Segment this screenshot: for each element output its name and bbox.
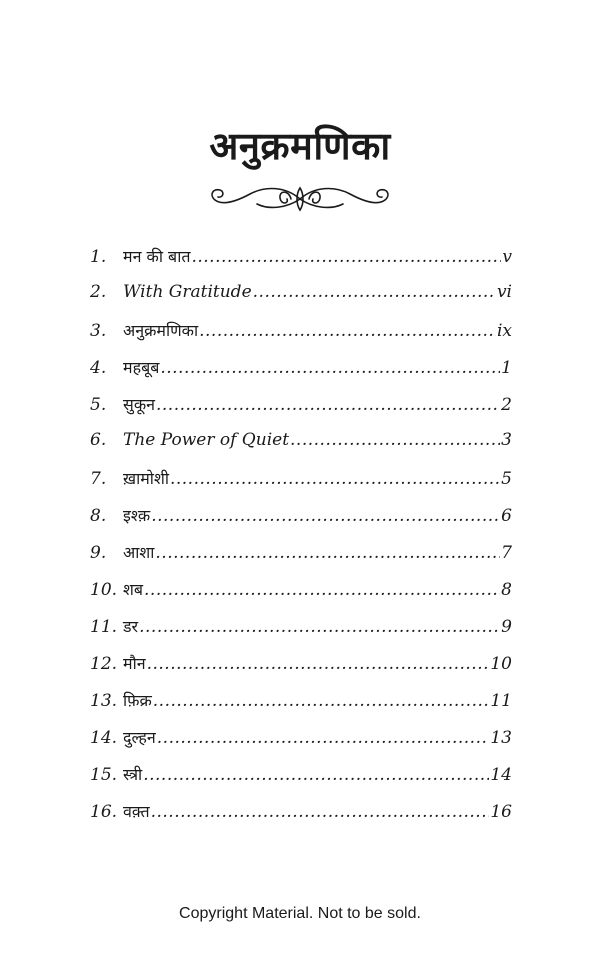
toc-entry xyxy=(90,245,512,282)
toc-entry-title: आशा xyxy=(123,543,155,562)
toc-entry xyxy=(90,282,512,319)
toc-entry-title: अनुक्रमणिका xyxy=(123,321,199,340)
dot-leader xyxy=(153,691,490,711)
toc-entry xyxy=(90,393,512,430)
toc-entry-title: With Gratitude xyxy=(123,282,252,302)
toc-entry-title: महबूब xyxy=(123,358,160,377)
toc-entry-page: v xyxy=(502,247,512,267)
toc-entry-page: 14 xyxy=(490,765,512,785)
dot-leader xyxy=(151,506,500,526)
toc-entry xyxy=(90,467,512,504)
toc-entry-page: 1 xyxy=(501,358,512,378)
dot-leader xyxy=(199,321,496,341)
toc-entry xyxy=(90,800,512,837)
copyright-notice: Copyright Material. Not to be sold. xyxy=(179,905,421,922)
toc-entry-number: 12. xyxy=(90,654,118,674)
dot-leader xyxy=(157,728,490,748)
toc-entry-page: vi xyxy=(496,282,512,302)
table-of-contents xyxy=(90,245,512,837)
toc-entry-number: 16. xyxy=(90,802,118,822)
toc-entry xyxy=(90,763,512,800)
dot-leader xyxy=(156,395,500,415)
toc-entry-page: 8 xyxy=(501,580,512,600)
toc-entry-title: The Power of Quiet xyxy=(123,430,290,450)
toc-entry-page: 9 xyxy=(501,617,512,637)
toc-entry xyxy=(90,726,512,763)
toc-entry xyxy=(90,689,512,726)
dot-leader xyxy=(170,469,500,489)
toc-entry-title: फ़िक्र xyxy=(123,691,152,710)
dot-leader xyxy=(143,765,489,785)
toc-entry xyxy=(90,652,512,689)
toc-entry-page: 7 xyxy=(501,543,512,563)
toc-entry-page: 6 xyxy=(501,506,512,526)
toc-entry xyxy=(90,356,512,393)
dot-leader xyxy=(144,580,500,600)
toc-entry-number: 2. xyxy=(90,282,107,302)
toc-entry-title: स्त्री xyxy=(123,765,143,784)
toc-entry-number: 15. xyxy=(90,765,118,785)
toc-entry-page: 13 xyxy=(490,728,512,748)
toc-entry-title: शब xyxy=(123,580,144,599)
toc-entry-number: 13. xyxy=(90,691,118,711)
toc-entry-number: 11. xyxy=(90,617,118,637)
toc-entry-page: ix xyxy=(496,321,512,341)
toc-entry-title: डर xyxy=(123,617,139,636)
page-title: अनुक्रमणिका xyxy=(209,124,391,168)
toc-entry xyxy=(90,541,512,578)
toc-entry-number: 4. xyxy=(90,358,107,378)
toc-entry-number: 9. xyxy=(90,543,107,563)
toc-entry-number: 7. xyxy=(90,469,107,489)
dot-leader xyxy=(151,802,490,822)
toc-entry-number: 1. xyxy=(90,247,107,267)
flourish-divider-icon xyxy=(205,180,395,218)
dot-leader xyxy=(253,282,496,302)
toc-entry-title: इश्क़ xyxy=(123,506,151,525)
toc-entry xyxy=(90,319,512,356)
dot-leader xyxy=(147,654,490,674)
toc-entry-number: 5. xyxy=(90,395,107,415)
toc-entry xyxy=(90,578,512,615)
toc-entry-title: ख़ामोशी xyxy=(123,469,169,488)
toc-entry-number: 8. xyxy=(90,506,107,526)
toc-entry-title: दुल्हन xyxy=(123,728,156,747)
toc-entry-page: 16 xyxy=(490,802,512,822)
toc-entry xyxy=(90,504,512,541)
toc-entry-number: 10. xyxy=(90,580,118,600)
toc-entry-number: 6. xyxy=(90,430,107,450)
dot-leader xyxy=(191,247,501,267)
dot-leader xyxy=(155,543,500,563)
toc-entry-title: मौन xyxy=(123,654,146,673)
dot-leader xyxy=(290,430,500,450)
toc-entry xyxy=(90,430,512,467)
toc-entry-number: 3. xyxy=(90,321,107,341)
toc-entry-title: मन की बात xyxy=(123,247,191,266)
toc-entry-page: 10 xyxy=(490,654,512,674)
toc-entry-page: 11 xyxy=(490,691,512,711)
dot-leader xyxy=(139,617,500,637)
toc-entry-page: 5 xyxy=(501,469,512,489)
toc-entry-page: 3 xyxy=(501,430,512,450)
toc-entry-title: सुकून xyxy=(123,395,155,414)
toc-entry-number: 14. xyxy=(90,728,118,748)
dot-leader xyxy=(160,358,500,378)
toc-entry-title: वक़्त xyxy=(123,802,150,821)
toc-entry xyxy=(90,615,512,652)
toc-entry-page: 2 xyxy=(501,395,512,415)
